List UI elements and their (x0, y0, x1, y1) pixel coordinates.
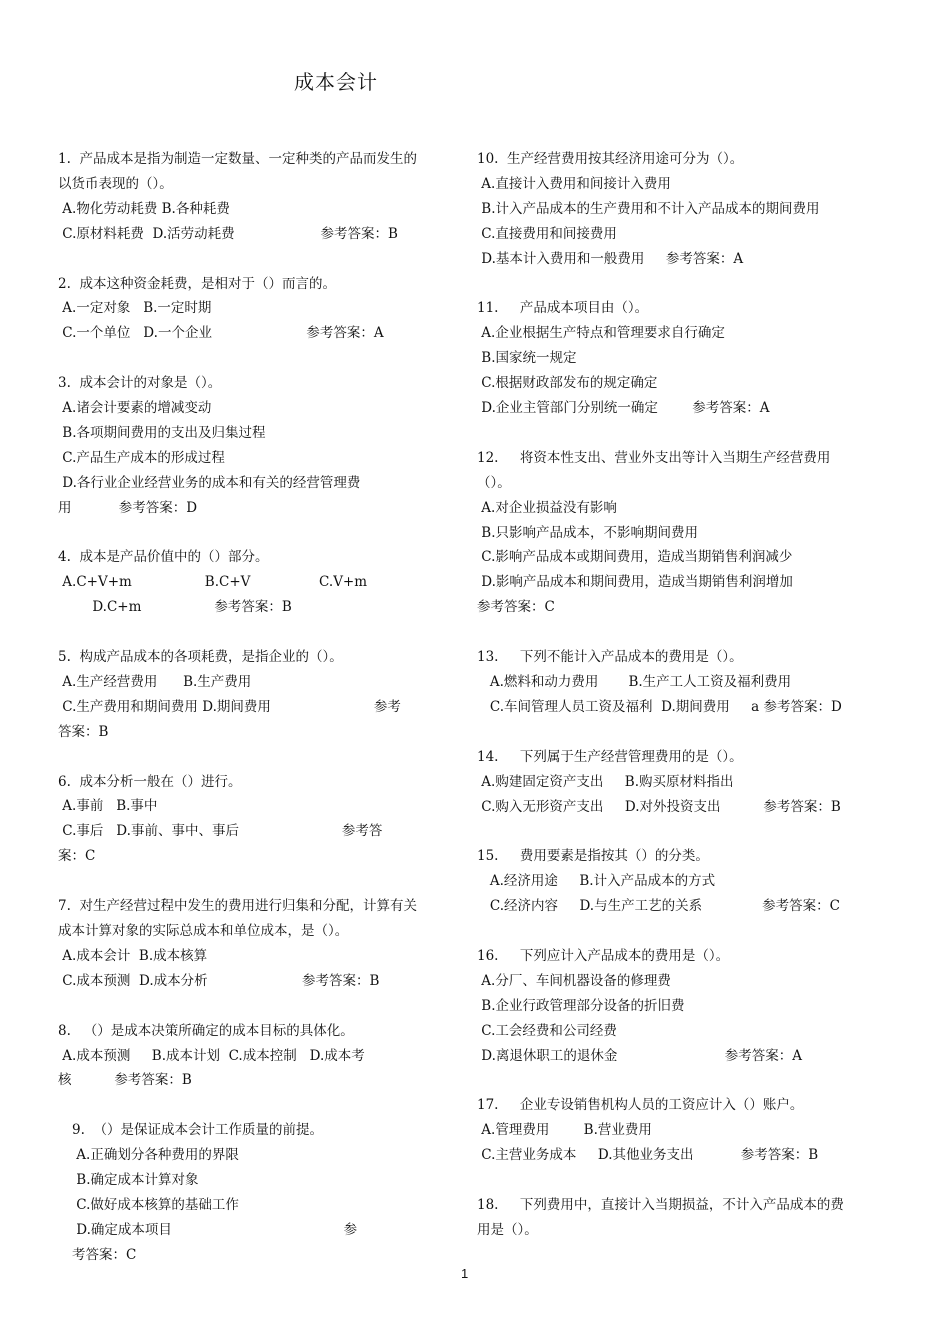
question-line: 6. 成本分析一般在（）进行。 (58, 773, 242, 790)
answer-line: 用 参考答案：D (58, 499, 198, 516)
option-line: D.各行业企业经营业务的成本和有关的经营管理费 (58, 474, 361, 491)
option-line: C.工会经费和公司经费 (477, 1022, 617, 1039)
question-line: 10. 生产经营费用按其经济用途可分为（）。 (477, 151, 744, 167)
option-line: A.成本会计 B.成本核算 (58, 947, 208, 964)
question-line: （）。 (477, 474, 511, 491)
question-10 (477, 147, 867, 272)
answer-line: 参考答案：C (477, 599, 555, 616)
question-9 (58, 1118, 450, 1267)
question-line: 8. （）是成本决策所确定的成本目标的具体化。 (58, 1022, 354, 1039)
option-line: A.事前 B.事中 (58, 798, 158, 815)
question-15 (477, 844, 867, 919)
question-17 (477, 1093, 867, 1168)
option-line: B.计入产品成本的生产费用和不计入产品成本的期间费用 (477, 200, 820, 217)
option-line: C.根据财政部发布的规定确定 (477, 375, 658, 392)
question-line: 7. 对生产经营过程中发生的费用进行归集和分配，计算有关 (58, 898, 417, 915)
option-line: C.经济内容 D.与生产工艺的关系 参考答案：C (477, 898, 841, 915)
option-line: A.购建固定资产支出 B.购买原材料指出 (477, 773, 734, 790)
option-line: A.生产经营费用 B.生产费用 (58, 673, 252, 690)
option-line: C.购入无形资产支出 D.对外投资支出 参考答案：B (477, 798, 841, 815)
question-line: 1. 产品成本是指为制造一定数量、一定种类的产品而发生的 (58, 151, 417, 167)
option-line: A.C+V+m B.C+V C.V+m (58, 574, 368, 591)
option-line: A.一定对象 B.一定时期 (58, 300, 212, 317)
question-line: 5. 构成产品成本的各项耗费，是指企业的（）。 (58, 649, 343, 666)
option-line: A.正确划分各种费用的界限 (72, 1147, 239, 1164)
option-line: D.确定成本项目 参 (72, 1221, 358, 1238)
option-line: D.企业主管部门分别统一确定 参考答案：A (477, 400, 770, 417)
option-line: B.确定成本计算对象 (72, 1172, 199, 1189)
option-line: C.主营业务成本 D.其他业务支出 参考答案：B (477, 1147, 819, 1164)
question-line: 11. 产品成本项目由（）。 (477, 300, 649, 317)
option-line: A.成本预测 B.成本计划 C.成本控制 D.成本考 (58, 1047, 365, 1064)
option-line: C.直接费用和间接费用 (477, 225, 617, 242)
question-7 (58, 894, 450, 994)
option-line: C.一个单位 D.一个企业 参考答案：A (58, 325, 384, 342)
option-line: A.管理费用 B.营业费用 (477, 1122, 652, 1139)
question-line: 用是（）。 (477, 1221, 538, 1238)
right-column (477, 147, 867, 1268)
question-14 (477, 745, 867, 820)
question-line: 4. 成本是产品价值中的（）部分。 (58, 549, 269, 566)
option-line: B.各项期间费用的支出及归集过程 (58, 424, 266, 441)
question-line: 16. 下列应计入产品成本的费用是（）。 (477, 947, 730, 964)
option-line: B.国家统一规定 (477, 350, 577, 367)
question-line: 3. 成本会计的对象是（）。 (58, 375, 222, 392)
page-number: 1 (461, 1266, 469, 1281)
page-title: 成本会计 (294, 70, 378, 94)
option-line: D.影响产品成本和期间费用，造成当期销售利润增加 (477, 574, 793, 591)
answer-line: 答案：B (58, 723, 109, 740)
option-line: A.对企业损益没有影响 (477, 499, 617, 516)
question-3 (58, 371, 450, 520)
question-line: 14. 下列属于生产经营管理费用的是（）。 (477, 748, 743, 765)
question-line: 18. 下列费用中，直接计入当期损益，不计入产品成本的费 (477, 1196, 844, 1213)
question-line: 以货币表现的（）。 (58, 175, 173, 192)
question-11 (477, 296, 867, 421)
left-column (58, 147, 450, 1293)
option-line: A.经济用途 B.计入产品成本的方式 (477, 873, 716, 890)
option-line: C.生产费用和期间费用 D.期间费用 参考 (58, 698, 401, 715)
option-line: C.事后 D.事前、事中、事后 参考答 (58, 823, 383, 840)
question-line: 15. 费用要素是指按其（）的分类。 (477, 848, 709, 865)
question-1 (58, 147, 450, 247)
question-line: 9. （）是保证成本会计工作质量的前提。 (72, 1122, 323, 1139)
option-line: C.做好成本核算的基础工作 (72, 1196, 239, 1213)
question-12 (477, 446, 867, 620)
option-line: B.只影响产品成本，不影响期间费用 (477, 524, 699, 541)
question-13 (477, 645, 867, 720)
option-line: D.离退休职工的退休金 参考答案：A (477, 1047, 802, 1064)
answer-line: 案：C (58, 848, 96, 865)
answer-line: 考答案：C (72, 1246, 137, 1263)
answer-line: 核 参考答案：B (58, 1072, 192, 1089)
option-line: D.C+m 参考答案：B (58, 599, 292, 616)
question-18 (477, 1193, 867, 1243)
question-5 (58, 645, 450, 745)
question-line: 成本计算对象的实际总成本和单位成本，是（）。 (58, 923, 349, 939)
question-2 (58, 272, 450, 347)
option-line: C.原材料耗费 D.活劳动耗费 参考答案：B (58, 225, 398, 242)
option-line: C.影响产品成本或期间费用，造成当期销售利润减少 (477, 549, 793, 566)
question-6 (58, 770, 450, 870)
option-line: C.成本预测 D.成本分析 参考答案：B (58, 972, 380, 989)
question-line: 17. 企业专设销售机构人员的工资应计入（）账户。 (477, 1097, 804, 1114)
option-line: C.车间管理人员工资及福利 D.期间费用 a 参考答案：D (477, 698, 842, 715)
option-line: A.物化劳动耗费 B.各种耗费 (58, 200, 230, 217)
option-line: A.直接计入费用和间接计入费用 (477, 175, 671, 192)
question-8 (58, 1019, 450, 1094)
question-4 (58, 545, 450, 620)
option-line: D.基本计入费用和一般费用 参考答案：A (477, 250, 744, 267)
option-line: B.企业行政管理部分设备的折旧费 (477, 997, 685, 1014)
question-16 (477, 944, 867, 1069)
option-line: A.诸会计要素的增减变动 (58, 400, 212, 417)
option-line: C.产品生产成本的形成过程 (58, 449, 225, 466)
option-line: A.分厂、车间机器设备的修理费 (477, 972, 671, 989)
option-line: A.企业根据生产特点和管理要求自行确定 (477, 325, 725, 342)
question-line: 12. 将资本性支出、营业外支出等计入当期生产经营费用 (477, 449, 831, 466)
question-line: 13. 下列不能计入产品成本的费用是（）。 (477, 649, 743, 666)
option-line: A.燃料和动力费用 B.生产工人工资及福利费用 (477, 673, 792, 690)
question-line: 2. 成本这种资金耗费，是相对于（）而言的。 (58, 275, 336, 292)
